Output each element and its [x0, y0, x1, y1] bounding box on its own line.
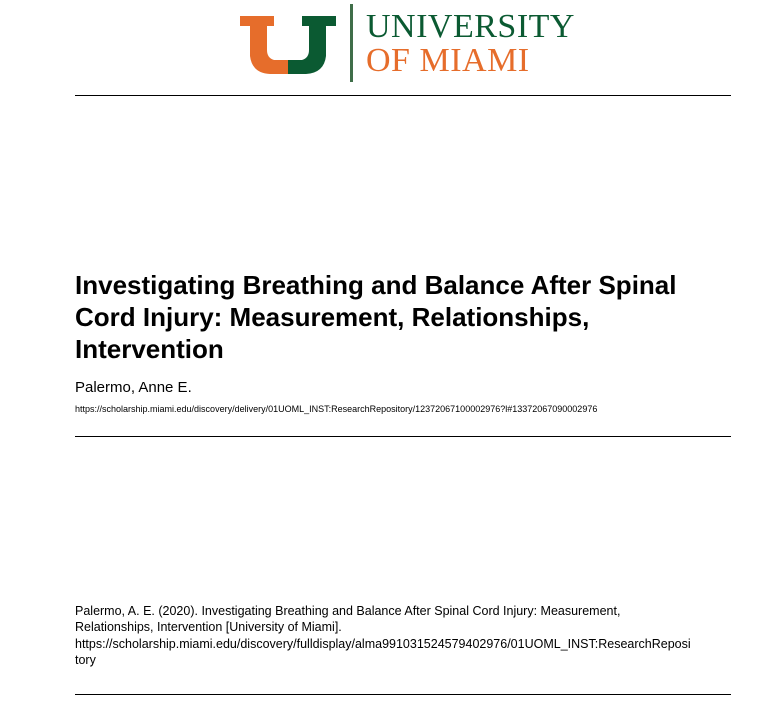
university-logo [240, 0, 580, 84]
logo-text-university: UNIVERSITY [366, 8, 575, 45]
top-divider [75, 95, 731, 96]
citation-line: Palermo, A. E. (2020). Investigating Breathing and Balance After Spinal Cord Injury: Measurement, [75, 604, 621, 618]
citation-block [75, 603, 733, 668]
document-title: Investigating Breathing and Balance After Spinal Cord Injury: Measurement, Relationships, Intervention [75, 270, 677, 364]
u-logo-icon [240, 16, 336, 74]
logo-divider [350, 4, 353, 82]
document-link[interactable]: https://scholarship.miami.edu/discovery/delivery/01UOML_INST:ResearchRepository/12372067100002976?l#13372067090002976 [75, 404, 598, 414]
citation-line: Relationships, Intervention [University of Miami]. [75, 620, 342, 635]
bottom-divider [75, 694, 731, 695]
middle-divider [75, 436, 731, 437]
citation-url-line[interactable]: https://scholarship.miami.edu/discovery/fulldisplay/alma991031524579402976/01UOML_INST:ResearchReposi [75, 636, 691, 651]
document-author: Palermo, Anne E. [75, 379, 192, 396]
logo-text-of-miami: OF MIAMI [366, 42, 530, 79]
citation-url-line[interactable]: tory [75, 652, 96, 667]
